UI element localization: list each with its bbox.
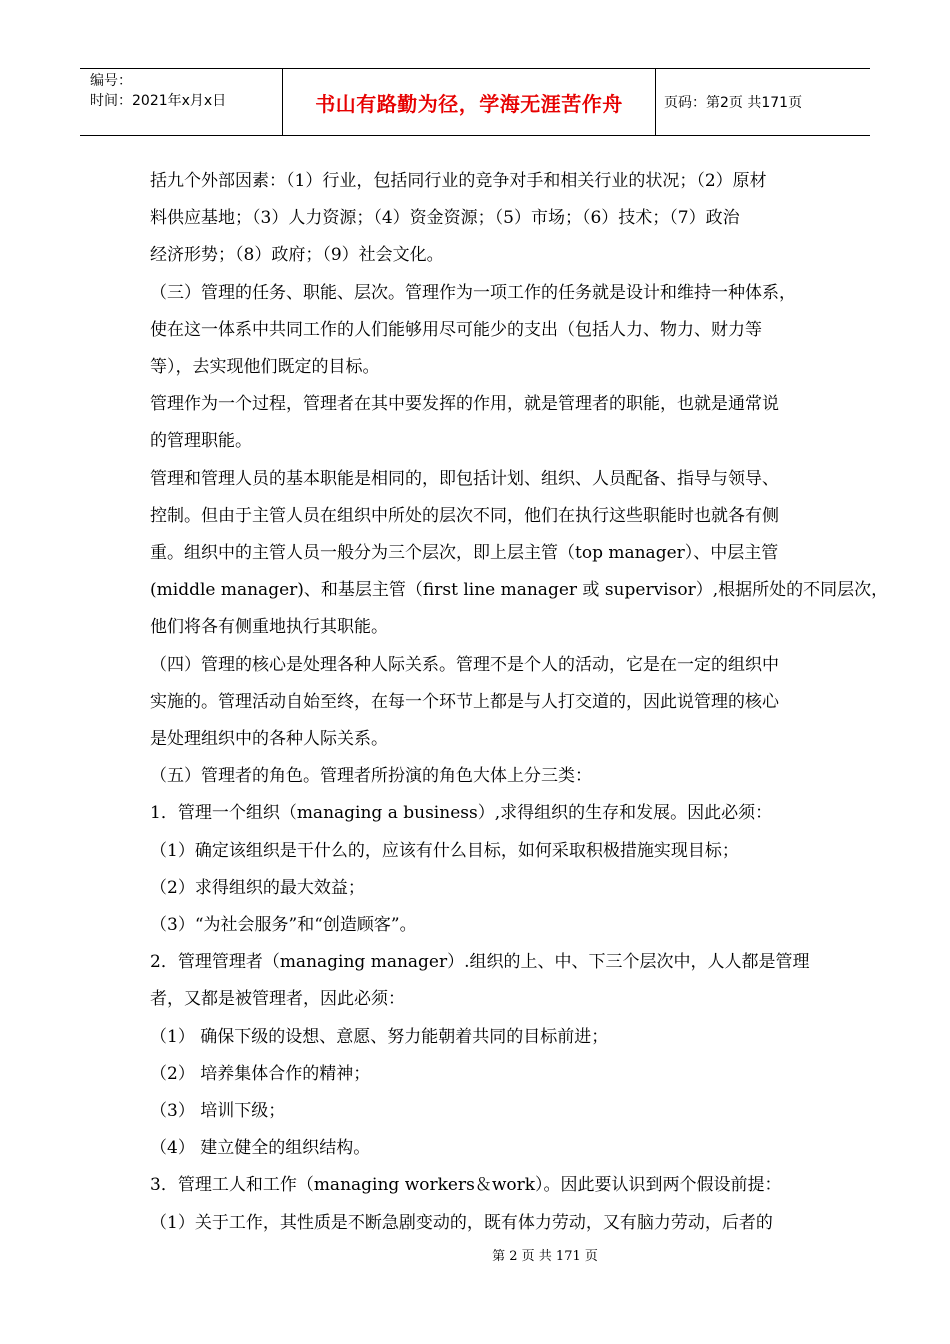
body-text-line: 实施的。管理活动自始至终，在每一个环节上都是与人打交道的，因此说管理的核心 <box>150 691 779 712</box>
header-page-cell <box>656 69 870 135</box>
document-body <box>150 163 889 1242</box>
motto-text: 书山有路勤为径，学海无涯苦作舟 <box>315 91 623 116</box>
body-text-line: 是处理组织中的各种人际关系。 <box>150 729 388 750</box>
body-text-line: 括九个外部因素：（1）行业，包括同行业的竞争对手和相关行业的状况；（2）原材 <box>150 171 767 191</box>
body-text-line: （1）确定该组织是干什么的，应该有什么目标，如何采取积极措施实现目标； <box>150 840 739 861</box>
body-text-line: 经济形势；（8）政府；（9）社会文化。 <box>150 245 444 266</box>
body-text-line: (middle manager)、和基层主管（first line manager 或 supervisor）,根据所处的不同层次， <box>150 580 889 601</box>
header-motto-cell <box>283 69 656 135</box>
body-text-line: 2．管理管理者（managing manager）.组织的上、中、下三个层次中，人人都是管理 <box>150 952 810 973</box>
body-text-line: 使在这一体系中共同工作的人们能够用尽可能少的支出（包括人力、物力、财力等 <box>150 319 762 340</box>
body-text-line: （四）管理的核心是处理各种人际关系。管理不是个人的活动，它是在一定的组织中 <box>150 654 779 675</box>
body-text-line: 管理和管理人员的基本职能是相同的，即包括计划、组织、人员配备、指导与领导、 <box>150 468 779 489</box>
body-text-line: 的管理职能。 <box>150 431 252 452</box>
body-text-line: 他们将各有侧重地执行其职能。 <box>150 617 388 638</box>
body-text-line: （2）求得组织的最大效益； <box>150 877 365 898</box>
body-text-line: 1．管理一个组织（managing a business）,求得组织的生存和发展。因此必须： <box>150 803 773 824</box>
body-text-line: （1）关于工作，其性质是不断急剧变动的，既有体力劳动，又有脑力劳动，后者的 <box>150 1212 773 1233</box>
body-text-line: 等），去实现他们既定的目标。 <box>150 357 380 378</box>
document-date: 时间：2021年x月x日 <box>90 93 227 109</box>
body-text-line: （五）管理者的角色。管理者所扮演的角色大体上分三类： <box>150 766 592 787</box>
body-text-line: 控制。但由于主管人员在组织中所处的层次不同，他们在执行这些职能时也就各有侧 <box>150 505 779 526</box>
document-number-label: 编号： <box>90 73 132 89</box>
body-text-line: 3．管理工人和工作（managing workers＆work）。因此要认识到两个假设前提： <box>150 1175 782 1196</box>
page-header <box>80 68 870 136</box>
page-info: 页码：第2页 共171页 <box>664 95 803 111</box>
body-text-line: （2） 培养集体合作的精神； <box>150 1063 371 1084</box>
body-text-line: （1） 确保下级的设想、意愿、努力能朝着共同的目标前进； <box>150 1026 609 1047</box>
header-meta-cell <box>80 69 283 135</box>
body-text-line: 重。组织中的主管人员一般分为三个层次，即上层主管（top manager）、中层主管 <box>150 543 779 564</box>
page-footer: 第 2 页 共 171 页 <box>492 1249 598 1264</box>
body-text-line: 料供应基地；（3）人力资源；（4）资金资源；（5）市场；（6）技术；（7）政治 <box>150 208 740 229</box>
body-text-line: 者，又都是被管理者，因此必须： <box>150 989 405 1010</box>
body-text-line: （3）“为社会服务”和“创造顾客”。 <box>150 915 417 936</box>
body-text-line: （三）管理的任务、职能、层次。管理作为一项工作的任务就是设计和维持一种体系， <box>150 282 796 303</box>
body-text-line: 管理作为一个过程，管理者在其中要发挥的作用，就是管理者的职能，也就是通常说 <box>150 394 779 415</box>
body-text-line: （3） 培训下级； <box>150 1101 286 1122</box>
body-text-line: （4） 建立健全的组织结构。 <box>150 1138 371 1159</box>
